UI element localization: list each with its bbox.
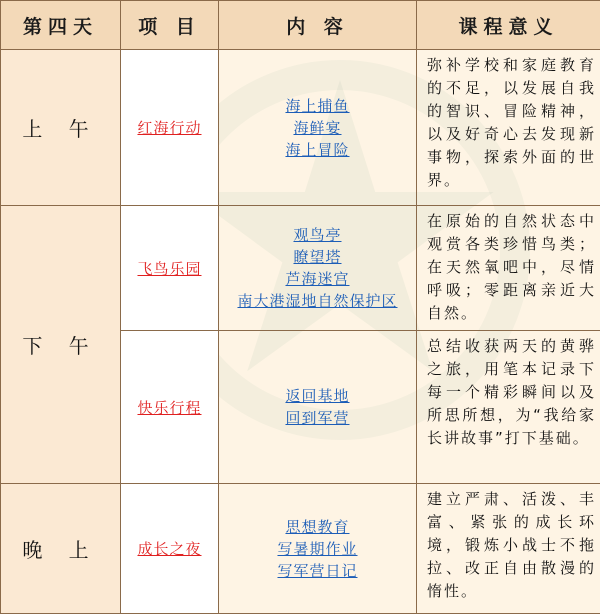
content-link[interactable]: 芦海迷宫	[285, 270, 350, 288]
header-project: 项 目	[121, 1, 219, 50]
project-link-red-sea[interactable]: 红海行动	[137, 119, 202, 137]
table-row-evening	[1, 484, 600, 614]
content-cell	[219, 484, 417, 614]
project-link-growth-night[interactable]: 成长之夜	[137, 540, 202, 558]
header-content: 内 容	[219, 1, 417, 50]
time-cell-afternoon: 下 午	[1, 206, 121, 484]
content-link[interactable]: 思想教育	[285, 517, 350, 536]
meaning-cell: 弥补学校和家庭教育的不足，以发展自我的智识、冒险精神，以及好奇心去发现新事物，探索外面的世界。	[417, 50, 600, 206]
content-link[interactable]: 回到军营	[285, 409, 350, 427]
content-link[interactable]: 海上冒险	[285, 140, 350, 159]
header-meaning: 课程意义	[417, 1, 600, 50]
content-link[interactable]: 返回基地	[285, 387, 350, 405]
project-cell	[121, 484, 219, 614]
content-link[interactable]: 南大港湿地自然保护区	[237, 292, 398, 310]
content-link[interactable]: 写暑期作业	[277, 539, 358, 558]
header-day: 第四天	[1, 1, 121, 50]
table-row-morning	[1, 50, 600, 206]
content-link[interactable]: 观鸟亭	[293, 226, 342, 244]
meaning-cell: 在原始的自然状态中观赏各类珍惜鸟类；在天然氧吧中，尽情呼吸；零距离亲近大自然。	[417, 206, 600, 331]
meaning-cell: 建立严肃、活泼、丰富、紧张的成长环境，锻炼小战士不拖拉、改正自由散漫的惰性。	[417, 484, 600, 614]
table-row-afternoon-1	[1, 206, 600, 331]
project-cell	[121, 331, 219, 484]
header-row	[1, 1, 600, 50]
project-link-happy-trip[interactable]: 快乐行程	[137, 398, 202, 417]
time-cell-morning: 上 午	[1, 50, 121, 206]
content-cell	[219, 331, 417, 484]
content-cell	[219, 206, 417, 331]
content-link[interactable]: 海鲜宴	[293, 118, 342, 137]
content-link[interactable]: 写军营日记	[277, 561, 358, 580]
content-link[interactable]: 海上捕鱼	[285, 96, 350, 115]
content-cell	[219, 50, 417, 206]
project-cell	[121, 206, 219, 331]
content-link[interactable]: 瞭望塔	[293, 248, 342, 266]
project-cell	[121, 50, 219, 206]
project-link-bird-park[interactable]: 飞鸟乐园	[137, 259, 202, 278]
meaning-cell: 总结收获两天的黄骅之旅，用笔本记录下每一个精彩瞬间以及所思所想，为“我给家长讲故事”打下基础。	[417, 331, 600, 484]
time-cell-evening: 晚 上	[1, 484, 121, 614]
